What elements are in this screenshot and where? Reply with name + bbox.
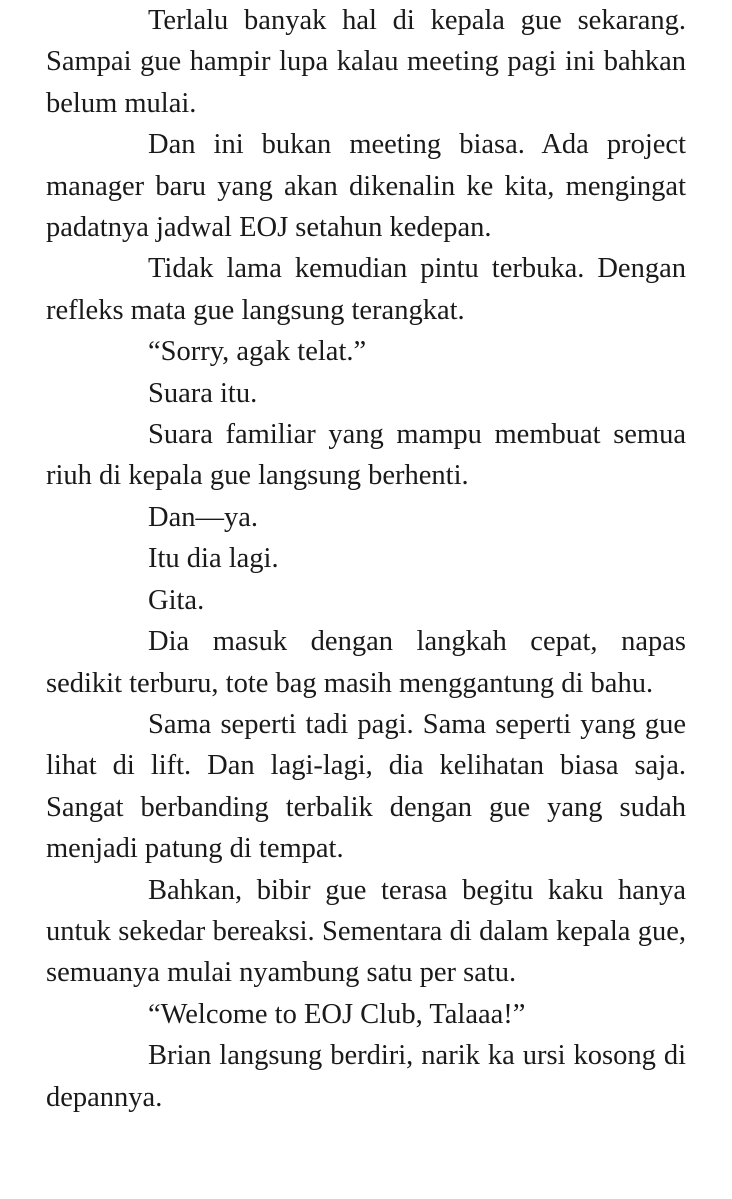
paragraph: “Sorry, agak telat.”: [148, 336, 367, 368]
story-text: [46, 0, 686, 1118]
paragraph: Suara familiar yang mampu membuat semua riuh di kepala gue langsung berhenti.: [46, 419, 686, 492]
paragraph: Brian langsung berdiri, narik ka ursi kosong di depannya.: [46, 1040, 686, 1113]
paragraph: Terlalu banyak hal di kepala gue sekarang. Sampai gue hampir lupa kalau meeting pagi ini bahkan belum mulai.: [46, 5, 686, 119]
paragraph: Dan ini bukan meeting biasa. Ada project manager baru yang akan dikenalin ke kita, mengingat padatnya jadwal EOJ setahun kedepan.: [46, 129, 686, 244]
paragraph: Dan—ya.: [148, 501, 259, 533]
paragraph: Sama seperti tadi pagi. Sama seperti yang gue lihat di lift. Dan lagi-lagi, dia kelihatan biasa saja. Sangat berbanding terbalik dengan gue yang sudah menjadi patung di tempat.: [46, 708, 686, 865]
paragraph: “Welcome to EOJ Club, Talaaa!”: [148, 998, 526, 1030]
paragraph: Gita.: [148, 584, 205, 616]
paragraph: Bahkan, bibir gue terasa begitu kaku hanya untuk sekedar bereaksi. Sementara di dalam kepala gue, semuanya mulai nyambung satu per satu.: [46, 874, 686, 989]
paragraph: Tidak lama kemudian pintu terbuka. Dengan refleks mata gue langsung terangkat.: [46, 253, 686, 326]
paragraph: Itu dia lagi.: [148, 543, 279, 575]
paragraph: Suara itu.: [148, 377, 258, 409]
paragraph: Dia masuk dengan langkah cepat, napas sedikit terburu, tote bag masih menggantung di bahu.: [46, 626, 686, 699]
